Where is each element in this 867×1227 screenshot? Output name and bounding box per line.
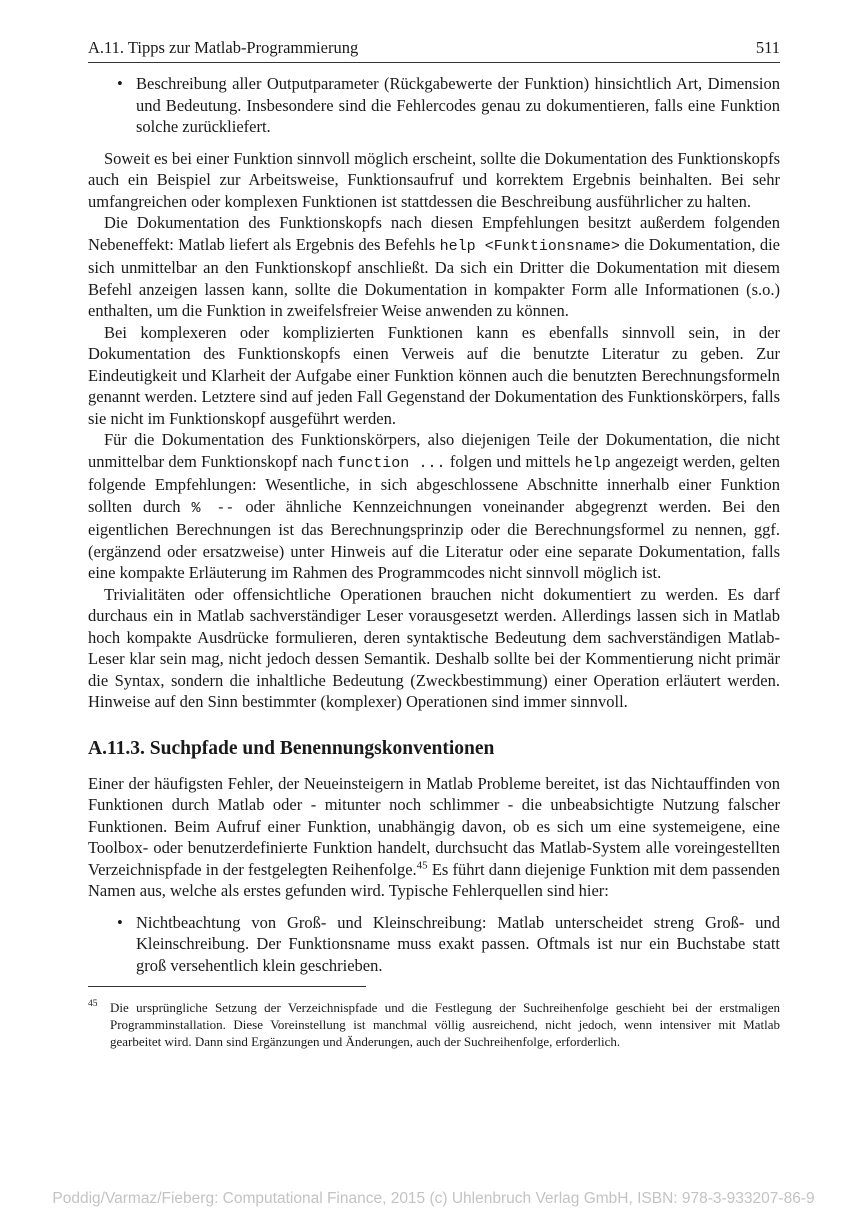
inline-code: function ... [337, 454, 446, 472]
paragraph: Soweit es bei einer Funktion sinnvoll möglich erscheint, sollte die Dokumentation des Funktionskopfs auch ein Beispiel zur Arbeitsweise, Funktionsaufruf und korrektem Ergebnis beinhalten. Bei sehr umfangreichen oder komplexen Funktionen ist stattdessen die Beschreibung ausführlicher zu halten. [88, 148, 780, 211]
footnote [88, 999, 780, 1050]
list-item-text: Nichtbeachtung von Groß- und Kleinschreibung: Matlab unterscheidet streng Groß- und Kleinschreibung. Der Funktionsname muss exakt passen. Oftmals ist nur ein Buchstabe statt groß versehentlich klein geschrieben. [136, 912, 780, 975]
list-item [88, 912, 780, 977]
text-run: oder ähnliche Kennzeichnungen voneinander abgegrenzt werden. Bei den eigentlichen Berechnungen ist das Berechnungsprinzip oder die Berechnungsformel zu nennen, ggf. (ergänzend oder ersatzweise) unter Hinweis auf die Literatur oder eine separate Dokumentation, falls eine kompakte Erläuterung im Rahmen des Programmcodes nicht sinnvoll möglich ist. [88, 496, 780, 582]
paragraph [88, 773, 780, 902]
paragraph [88, 212, 780, 322]
text-run: Die Dokumentation des Funktionskopfs nach diesen Empfehlungen besitzt außerdem folgenden Nebeneffekt: Matlab liefert als Ergebnis des Befehls [88, 213, 780, 254]
section-heading: A.11.3. Suchpfade und Benennungskonventionen [88, 737, 495, 759]
footnote-reference[interactable]: 45 [416, 859, 428, 871]
body-text [88, 73, 780, 976]
bullet-icon: • [117, 74, 123, 93]
text-run: angezeigt werden, gelten folgende Empfehlungen: Wesentliche, in sich abgeschlossene Abschnitte innerhalb einer Funktion sollten durch [88, 451, 780, 516]
text-run: folgen und mittels [445, 451, 575, 471]
copyright-watermark: Poddig/Varmaz/Fieberg: Computational Finance, 2015 (c) Uhlenbruch Verlag GmbH, ISBN: 978-3-933207-86-9 [52, 1190, 815, 1207]
inline-code: help <Funktionsname> [439, 237, 620, 255]
running-header-section: A.11. Tipps zur Matlab-Programmierung [88, 38, 359, 57]
footnote-text: Die ursprüngliche Setzung der Verzeichnispfade und die Festlegung der Suchreihenfolge geschieht bei der erstmaligen Programminstallation. Diese Voreinstellung ist manchmal völlig ausreichend, nicht jedoch, wenn intensiver mit Matlab gearbeitet wird. Dann sind Ergänzungen und Änderungen, auch der Suchreihenfolge, erforderlich. [110, 1000, 780, 1049]
paragraph: Bei komplexeren oder komplizierten Funktionen kann es ebenfalls sinnvoll sein, in der Dokumentation des Funktionskopfs einen Verweis auf die benutzte Literatur zu geben. Zur Eindeutigkeit und Klarheit der Aufgabe einer Funktion können auch die benutzten Berechnungsformeln genannt werden. Letztere sind auf jeden Fall Gegenstand der Dokumentation des Funktionskörpers, falls sie nicht im Funktionskopf ausgeführt werden. [88, 322, 780, 428]
footnote-number: 45 [88, 999, 98, 1009]
text-run: die Dokumentation, die sich unmittelbar an den Funktionskopf anschließt. Da sich ein Dritter die Dokumentation mit diesem Befehl anzeigen lassen kann, sollte die Dokumentation in kompakter Form alle Informationen (s.o.) enthalten, um die Funktion in zweifelsfreier Weise anwenden zu können. [88, 234, 781, 320]
page [88, 38, 780, 1050]
paragraph [88, 429, 780, 584]
bullet-list-errors [88, 912, 780, 977]
text-run: Für die Dokumentation des Funktionskörpers, also diejenigen Teile der Dokumentation, die nicht unmittelbar dem Funktionskopf nach [88, 430, 780, 471]
paragraph: Trivialitäten oder offensichtliche Operationen brauchen nicht dokumentiert zu werden. Es darf durchaus ein in Matlab sachverständiger Leser vorausgesetzt werden. Allerdings lassen sich in Matlab hoch kompakte Ausdrücke formulieren, deren syntaktische Bedeutung dem sachverständigen Matlab-Leser klar sein mag, nicht jedoch dessen Semantik. Deshalb sollte bei der Kommentierung nicht primär die Syntax, sondern die inhaltliche Bedeutung (Zweckbestimmung) einer Operation erläutert werden. Hinweise auf den Sinn bestimmter (komplexer) Operationen sind immer sinnvoll. [88, 584, 780, 711]
text-run: Es führt dann diejenige Funktion mit dem passenden Namen aus, welche als erstes gefunden wird. Typische Fehlerquellen sind hier: [88, 859, 780, 900]
text-run: Einer der häufigsten Fehler, der Neueinsteigern in Matlab Probleme bereitet, ist das Nichtauffinden von Funktionen durch Matlab oder - mitunter noch schlimmer - die unbeabsichtigte Nutzung falscher Funktionen. Beim Aufruf einer Funktion, unabhängig davon, ob es sich um eine systemeigene, eine Toolbox- oder benutzerdefinierte Funktion handelt, durchsucht das Matlab-System alle voreingestellten Verzeichnispfade in der festgelegten Reihenfolge. [88, 773, 780, 879]
inline-code: help [574, 454, 611, 472]
bullet-list-top [88, 73, 780, 138]
page-number: 511 [755, 38, 780, 57]
bullet-icon: • [117, 912, 123, 932]
list-item-text: Beschreibung aller Outputparameter (Rückgabewerte der Funktion) hinsichtlich Art, Dimension und Bedeutung. Insbesondere sind die Fehlercodes genau zu dokumentieren, falls eine Funktion solche zurückliefert. [136, 74, 780, 136]
running-header [88, 38, 780, 63]
list-item [88, 73, 780, 138]
inline-code: % -- [191, 499, 235, 517]
footnote-divider [88, 986, 366, 987]
